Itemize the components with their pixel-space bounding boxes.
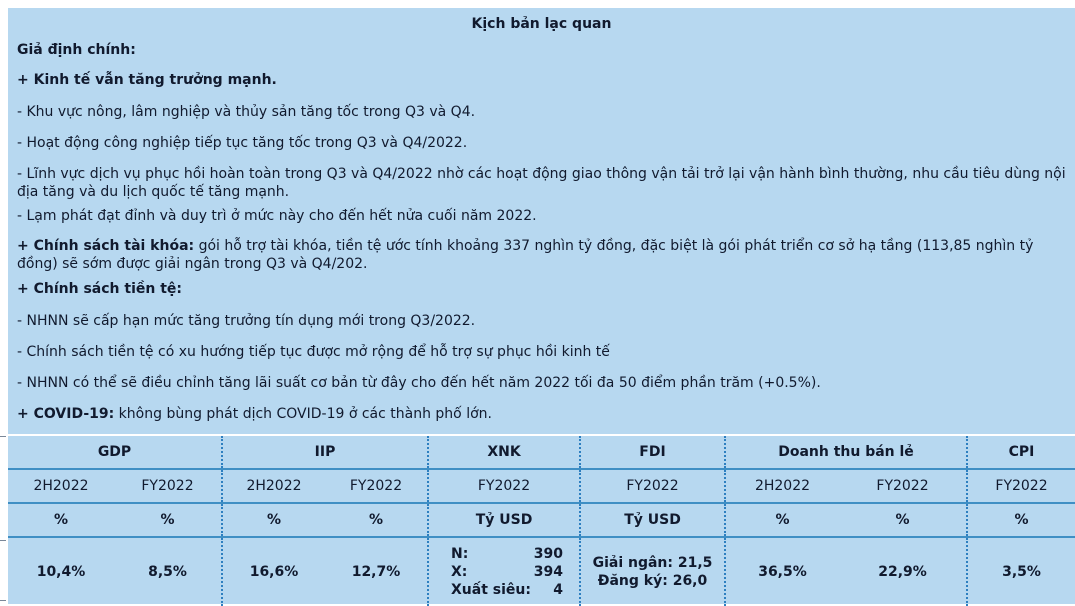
xnk-export-line xyxy=(451,563,563,581)
economy-item-industry: - Hoạt động công nghiệp tiếp tục tăng tốc trong Q3 và Q4/2022. xyxy=(17,135,468,151)
monetary-item-expansion: - Chính sách tiền tệ có xu hướng tiếp tục được mở rộng để hỗ trợ sự phục hồi kinh tế xyxy=(17,344,610,360)
header-retail: Doanh thu bán lẻ xyxy=(725,436,967,469)
xnk-surplus-value: 4 xyxy=(553,582,563,598)
xnk-export-label: X: xyxy=(451,564,468,580)
xnk-surplus-line xyxy=(451,581,563,599)
fdi-registered: Đăng ký: 26,0 xyxy=(597,573,708,589)
economy-item-agriculture: - Khu vực nông, lâm nghiệp và thủy sản tăng tốc trong Q3 và Q4. xyxy=(17,104,476,120)
fiscal-policy-label: + Chính sách tài khóa: xyxy=(17,238,195,254)
fiscal-policy-text: gói hỗ trợ tài khóa, tiền tệ ước tính khoảng 337 nghìn tỷ đồng, đặc biệt là gói phát triển cơ sở hạ tầng (113,85 nghìn tỷ đồng) sẽ sớm được giải ngân trong Q3 và Q4/202. xyxy=(17,238,1034,272)
header-xnk: XNK xyxy=(428,436,580,469)
table-header-row xyxy=(8,436,1075,469)
period-retail-fy: FY2022 xyxy=(839,469,967,503)
header-cpi: CPI xyxy=(967,436,1075,469)
xnk-export-value: 394 xyxy=(533,564,563,580)
unit-iip-fy: % xyxy=(325,503,428,537)
unit-cpi: % xyxy=(967,503,1075,537)
period-gdp-fy: FY2022 xyxy=(114,469,222,503)
covid-item xyxy=(17,405,1069,423)
unit-retail-2h: % xyxy=(725,503,839,537)
assumptions-heading: Giả định chính: xyxy=(17,42,136,58)
covid-text: không bùng phát dịch COVID-19 ở các thành phố lớn. xyxy=(114,406,492,422)
unit-gdp-fy: % xyxy=(114,503,222,537)
xnk-import-line xyxy=(451,545,563,563)
value-gdp-fy: 8,5% xyxy=(114,537,222,606)
scenario-title: Kịch bản lạc quan xyxy=(471,16,612,32)
monetary-item-rate: - NHNN có thể sẽ điều chỉnh tăng lãi suất cơ bản từ đây cho đến hết năm 2022 tối đa 50 điểm phần trăm (+0.5%). xyxy=(17,375,821,391)
xnk-import-label: N: xyxy=(451,546,469,562)
value-retail-fy: 22,9% xyxy=(839,537,967,606)
economy-item-services: - Lĩnh vực dịch vụ phục hồi hoàn toàn trong Q3 và Q4/2022 nhờ các hoạt động giao thông vận tải trở lại vận hành bình thường, nhu cầu tiêu dùng nội địa tăng và du lịch quốc tế tăng mạnh. xyxy=(17,166,1066,200)
economy-heading: + Kinh tế vẫn tăng trưởng mạnh. xyxy=(17,72,277,88)
table-value-row xyxy=(8,537,1075,606)
period-retail-2h: 2H2022 xyxy=(725,469,839,503)
value-iip-fy: 12,7% xyxy=(325,537,428,606)
unit-iip-2h: % xyxy=(222,503,325,537)
unit-fdi: Tỷ USD xyxy=(580,503,725,537)
left-margin-ticks xyxy=(0,0,8,604)
table-period-row xyxy=(8,469,1075,503)
period-cpi-fy: FY2022 xyxy=(967,469,1075,503)
unit-xnk: Tỷ USD xyxy=(428,503,580,537)
unit-retail-fy: % xyxy=(839,503,967,537)
monetary-heading: + Chính sách tiền tệ: xyxy=(17,281,182,297)
fiscal-policy-item xyxy=(17,237,1069,273)
value-retail-2h: 36,5% xyxy=(758,564,807,580)
period-xnk-fy: FY2022 xyxy=(428,469,580,503)
period-iip-2h: 2H2022 xyxy=(222,469,325,503)
period-fdi-fy: FY2022 xyxy=(580,469,725,503)
forecast-table-container xyxy=(8,436,1075,604)
economy-item-inflation: - Lạm phát đạt đỉnh và duy trì ở mức này cho đến hết nửa cuối năm 2022. xyxy=(17,208,537,224)
value-xnk xyxy=(428,537,580,606)
xnk-import-value: 390 xyxy=(533,546,563,562)
header-iip: IIP xyxy=(222,436,428,469)
header-gdp: GDP xyxy=(8,436,222,469)
scenario-assumptions-panel xyxy=(8,8,1075,434)
period-gdp-2h: 2H2022 xyxy=(8,469,114,503)
header-fdi: FDI xyxy=(580,436,725,469)
covid-label: + COVID-19: xyxy=(17,406,115,422)
table-unit-row xyxy=(8,503,1075,537)
period-iip-fy: FY2022 xyxy=(325,469,428,503)
value-fdi xyxy=(580,537,725,606)
forecast-table xyxy=(8,436,1075,606)
monetary-item-credit: - NHNN sẽ cấp hạn mức tăng trưởng tín dụng mới trong Q3/2022. xyxy=(17,313,476,329)
xnk-surplus-label: Xuất siêu: xyxy=(451,582,531,598)
unit-gdp-2h: % xyxy=(8,503,114,537)
value-cpi: 3,5% xyxy=(1002,564,1041,580)
value-iip-2h: 16,6% xyxy=(249,564,299,580)
fdi-disbursed: Giải ngân: 21,5 xyxy=(592,555,713,571)
value-gdp-2h: 10,4% xyxy=(36,564,86,580)
